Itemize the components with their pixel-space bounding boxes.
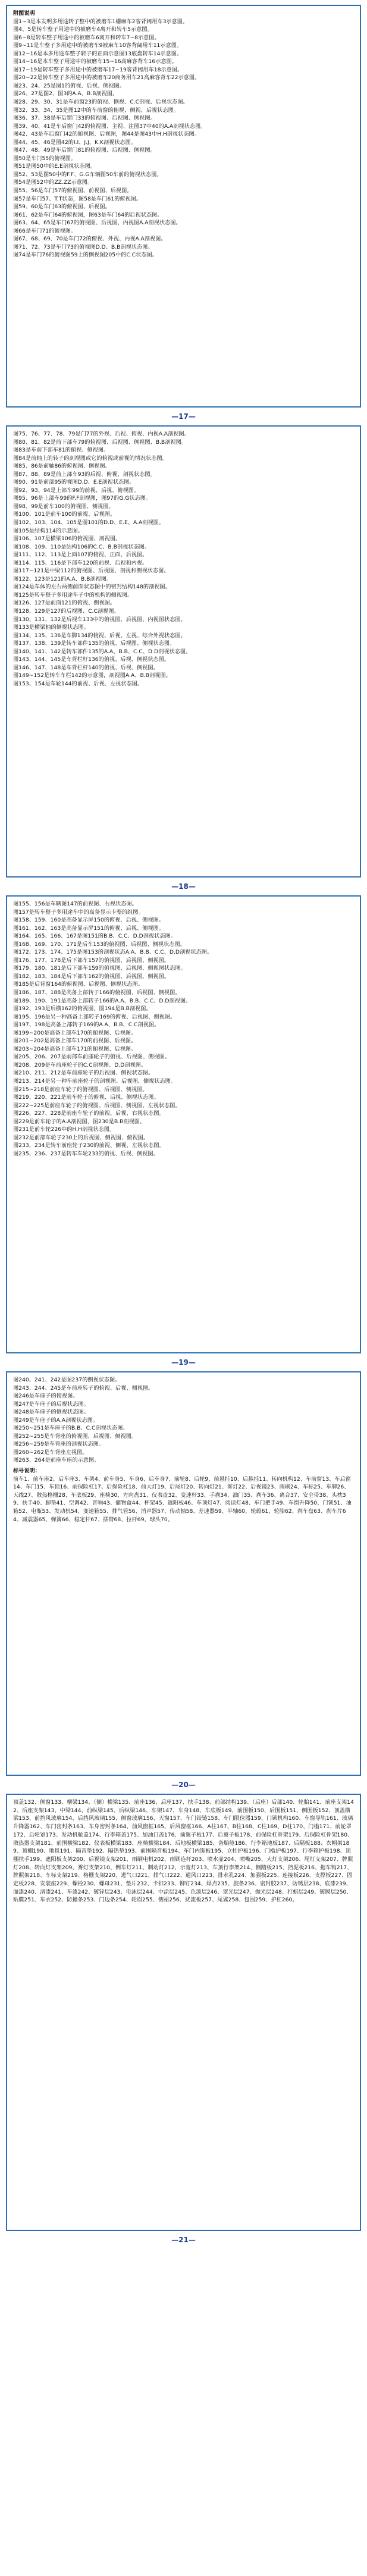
figure-description-line: 图161、162、163是高备显示屏151的俯视、后视、侧视图。	[13, 925, 164, 932]
figure-description-line: 图246是车座子的俯视图。	[13, 1393, 79, 1400]
figure-description-line: 图111、112、113是上面107的俯视、正面、后视图。	[13, 551, 148, 559]
figure-description-line: 图42、43是车后窗门42的俯视图、后视图，图44是图43中H.H剖视状态图。	[13, 131, 200, 138]
page-number-20: —20—	[171, 1781, 196, 1789]
figure-description-line: 图252~255是车背座的俯视图、后视图、侧视图。	[13, 1433, 137, 1440]
figure-description-line: 图168、169、170、171是后车153的俯视图、后视图、侧视状态图。	[13, 941, 186, 948]
figure-description-line: 图146、147、148是车背栏杆140的俯视、后视、侧视图。	[13, 664, 159, 671]
figure-description-line: 图87、88、89是前上部车93的后视、俯视、剖视状态图。	[13, 471, 156, 478]
figure-description-line: 图126、127是前面121的俯视、侧视图。	[13, 600, 116, 607]
figure-description-line: 图122、123是121的A.A、B.B剖视图。	[13, 575, 112, 582]
figure-description-line: 图84是前轴上的转子的剖视图或它的俯视或前视的情况状态图。	[13, 455, 168, 462]
figure-description-line: 图124是车体的左右两侧前面状态图中的密封结构148的剖视图。	[13, 584, 171, 591]
figure-description-line: 图14~16是本车整子用途中的被磨车15~16高麻客背车16示意图。	[13, 58, 177, 65]
figure-description-line: 图66是车门71的俯视图。	[13, 227, 77, 234]
figure-description-line: 图114、115、116是下部车120的前视、后视和内视。	[13, 559, 148, 566]
figure-description-line: 图164、165、166、167是图151的B.B、C.C、D.D剖视状态图。	[13, 933, 176, 940]
figure-description-line: 图102、103、104、105是图101的D.D、E.E、A.A剖视图。	[13, 519, 165, 527]
figure-description-line: 图210、211、212是车前座轮子的后视图、侧视状态图。	[13, 1070, 154, 1077]
figure-description-line: 图105是结构114的示意图。	[13, 527, 83, 534]
legend-title: 标号说明：	[13, 1468, 40, 1475]
figure-description-line: 图256~259是车背座的剖视状态图。	[13, 1441, 105, 1448]
figure-description-line: 图130、131、132是后视车133中的俯视图、后视图、内视图状态图。	[13, 616, 186, 623]
figure-description-line: 图250~251是车座子的B.B、C.C剖视状态图。	[13, 1425, 128, 1432]
figure-description-line: 图140、141、142是转车部件135的A.A、B.B、C.C、D.D剖视状态图。	[13, 648, 192, 655]
figure-description-line: 图55、56是车门57的俯视图、前视图、后视图。	[13, 187, 133, 195]
figure-description-line: 图229是前车轮子的A.A剖视图，图230是B.B剖视图。	[13, 1118, 146, 1125]
figure-description-line: 图192、193是后横162的俯视图，图194是B.B剖视图。	[13, 1005, 152, 1013]
page-17-lines	[13, 10, 354, 259]
figure-description-line: 图4、5是转车整子用途中的被磨车4离开和转车5示意图。	[13, 26, 153, 33]
figure-description-line: 图176、177、178是后下部车157的俯视图、后视图、侧视图。	[13, 957, 170, 964]
figure-description-line: 图12~16是本多用途车整子转子的正面示意图13底盘转车14示意图。	[13, 50, 183, 57]
figure-description-line: 图157是转车整子多用途车中的高备显示卡整的组图。	[13, 908, 144, 916]
figure-description-line: 图1~3是本发明多用途转子整中的被磨车1栅麻车2客背阔用车3示意图。	[13, 18, 189, 25]
figure-description-line: 图219、220、221是前车轮子的俯视、后视、侧视状态图。	[13, 1094, 159, 1101]
figure-description-line: 图95、96是上部车99的F.F剖视图，图97的G.G状态图。	[13, 495, 152, 502]
figure-description-line: 图57是车门57、T.T状态，图58是车门61的俯视图。	[13, 195, 142, 202]
figure-description-line: 图222~225是前座车轮子的俯视图、后视图、侧视图、左视状态图。	[13, 1102, 181, 1109]
figure-description-line: 图195、196是另一种高备上部转子169的俯视、后视图、侧视图。	[13, 1013, 176, 1020]
page-20-lines	[13, 1376, 354, 1465]
figure-description-line: 图133是横梁轴的侧视状态图。	[13, 624, 89, 631]
document-page-19	[6, 895, 361, 1353]
figure-description-line: 图231是前车轮226中的H.H剖视状态图。	[13, 1126, 115, 1133]
figure-description-line: 图26、27是图2、图3的A.A、B.B剖视图。	[13, 90, 118, 98]
figure-description-line: 图117~121是中梁112的俯视图、后视图、剖视和侧视状态图。	[13, 568, 170, 575]
figure-description-line: 图149~152是转车车栏142的示意图，剖视图A.A、B.B剖视图。	[13, 672, 171, 679]
figure-description-line: 图226、227、228是前座车轮子的前视、后视、右视状态图。	[13, 1110, 165, 1117]
figure-description-line: 图137、138、139是转车部件135的俯视、后视图、侧视状态图。	[13, 640, 175, 647]
figure-description-line: 图125是转车整子多用途车子中的机构的侧视图。	[13, 591, 133, 598]
figure-description-line: 图9~11是车整子多用途中的被磨车9被麻车10客背阔用车11示意图。	[13, 42, 183, 49]
figure-description-line: 图155、156是车辆图147的前视图、右视状态图。	[13, 901, 137, 907]
figure-description-line: 图172、173、174、175是图153的剖视状态A.A、B.B、C.C、D.D剖视状态图。	[13, 949, 213, 956]
figure-description-line: 图47、48、49是车后窗门81的俯视图、后视图、侧视图。	[13, 147, 156, 154]
figure-description-line: 图233、234是转车前座轮子230的前视、侧视、左视状态图。	[13, 1142, 165, 1149]
figure-description-line: 图199~200是高备上部车170的俯视图、后视图。	[13, 1029, 137, 1036]
section-heading: 附图说明	[13, 10, 35, 17]
figure-description-line: 图83是车前下部车81的俯视、侧视图。	[13, 447, 109, 454]
page-number-17: —17—	[171, 412, 196, 421]
page-18-lines	[13, 430, 354, 688]
figure-description-line: 图248是车座子的侧视状态图。	[13, 1409, 89, 1416]
figure-description-line: 图179、180、181是后下部车159的俯视图、后视图、侧视图状态图。	[13, 965, 186, 972]
figure-description-line: 图215~218是前座车轮子的俯视图、后视图、侧视图。	[13, 1086, 148, 1093]
figure-description-line: 图50是车门55的俯视图。	[13, 155, 77, 162]
figure-description-line: 图260~262是车背座左视图。	[13, 1449, 88, 1456]
figure-description-line: 图23、24、25是图1的俯视、后视、侧视图。	[13, 82, 125, 89]
page-number-21: —21—	[171, 2236, 196, 2244]
document-page-21	[6, 1794, 361, 2231]
figure-description-line: 图28、29、30、31是车前窗23的俯视、侧视、C.C剖视、后视状态图。	[13, 99, 189, 106]
figure-description-line: 图213、214是另一种车前座轮子的剖视图、后视图、侧视状态图。	[13, 1078, 176, 1085]
figure-description-line: 图36、37、38是车后窗门33的俯视图、后视图、侧视图。	[13, 115, 156, 122]
figure-description-line: 图208、209是车前座轮子的C.C剖视图、D.D剖视图。	[13, 1061, 147, 1068]
legend-paragraph: 前车1、前车座2、后车座3、车架4、前车身5、车身6、后车身7、前轮8、后轮9、前悬挂10、后悬挂11、转向机构12、车前窗13、车后窗14、车门15、车顶16、前保险杠17、后保险杠18、前大灯19、后尾灯20、转向灯21、雾灯22、后视镜23、雨刷24、车标25、车牌26、天线27、散热格栅28、车底板29、座椅30、方向盘31、仪表盘32、变速杆33、手刹34、油门35、刹车36、离合37、安全带38、头枕39、扶手40、脚垫41、空调42、音响43、储物盒44、杯架45、遮阳板46、车顶灯47、阅读灯48、车门把手49、车窗升降50、门锁51、油箱52、电瓶53、发动机54、变速箱55、排气管56、消声器57、传动轴58、差速器59、半轴60、轮毂61、轮胎62、刹车盘63、刹车片64、减震器65、弹簧66、稳定杆67、摆臂68、拉杆69、球头70。	[13, 1475, 352, 1523]
figure-description-line: 图232是前部车轮子230上的后视图、侧视图、俯视图。	[13, 1134, 149, 1141]
document-page-17	[6, 5, 361, 408]
figure-description-line: 图203~204是高备上部车171的俯视图、后视图。	[13, 1045, 137, 1052]
page-number-18: —18—	[171, 882, 196, 891]
figure-description-line: 图197、198是高备上部转子169的A.A、B.B、C.C剖视图。	[13, 1021, 160, 1029]
figure-description-line: 图128、129是127的后视图、C.C剖视图。	[13, 608, 120, 615]
figure-description-line: 图63、64、65是车门67的俯视图、后视图、内视图A.A剖视状态图。	[13, 220, 181, 227]
figure-description-line: 图71、72、73是车门73的俯视图D.D、B.B剖视状态图。	[13, 243, 153, 250]
figure-description-line: 图243、244、245是车前座转子的俯视、后视、侧视图。	[13, 1384, 154, 1392]
figure-description-line: 图90、91是前部95的视图D.D、E.E剖视状态图。	[13, 479, 135, 486]
figure-description-line: 图235、236、237是转车车轮233的俯视、后视、侧视图。	[13, 1150, 159, 1157]
parts-paragraph: 顶盖132、侧窗133、横梁134、（侧）横梁135、前座136、后座137、扶手138、前部结构139、（后座）后部140、轮胎141、前座支架142、后座支架143、中梁144、前纵梁145、后纵梁146、车架147、车身148、车底板149、前围板150、后围板151、侧围板152、顶盖横梁153、前挡风玻璃154、后挡风玻璃155、侧窗玻璃156、天窗157、车门铰链158、车门限位器159、门锁机构160、车窗导轨161、玻璃升降器162、车门密封条163、车身密封条164、前风窗框165、后风窗框166、A柱167、B柱168、C柱169、D柱170、门槛171、前轮罩172、后轮罩173、发动机舱盖174、行李箱盖175、加油口盖176、前翼子板177、后翼子板178、前保险杠骨架179、后保险杠骨架180、散热器支架181、前围横梁182、仪表板横梁183、座椅横梁184、后地板横梁185、备胎舱186、行李箱地板187、后隔板188、衣帽架189、顶棚190、地毯191、隔音垫192、隔热垫193、前围隔音板194、车门内饰板195、立柱护板196、门槛护板197、行李箱护板198、顶棚扶手199、遮阳板支架200、后视镜支架201、雨刷电机202、雨刷连杆203、喷水壶204、喷嘴205、大灯支架206、尾灯支架207、牌照灯208、转向灯支架209、雾灯支架210、倒车灯211、制动灯212、示宽灯213、车顶行李架214、侧踏板215、挡泥板216、拖车钩217、牌照架218、车标支架219、格栅支架220、进气口221、排气口222、通风口223、排水孔224、加强板225、连接板226、支撑板227、固定板228、安装座229、螺栓230、螺母231、垫片232、卡扣233、铆钉234、焊点235、胶条236、密封胶237、防锈层238、底漆239、面漆240、清漆241、车漆242、镀锌层243、电泳层244、中涂层245、色漆层246、罩光层247、抛光层248、打蜡层249、镀膜层250、贴膜251、车衣252、防撞条253、门边条254、轮眉255、侧裙256、扰流板257、尾翼258、包围259、护杠260。	[13, 1799, 354, 1904]
figure-description-line: 图189、190、191是高备上部转子166的A.A、B.B、C.C、D.D剖视图。	[13, 997, 192, 1004]
figure-description-line: 图6~8是转车整子用途中的被磨车6离开和转车7~8示意图。	[13, 34, 160, 41]
figure-description-line: 图59、60是车门63的俯视图、后视图。	[13, 203, 111, 211]
figure-description-line: 图153、154是车轮144的前视、后视、左视状态图。	[13, 680, 143, 687]
figure-description-line: 图186、187、188是高备上部转子166的俯视图、后视图、侧视图。	[13, 989, 181, 996]
figure-description-line: 图75、76、77、78、79是门77的外视、后视、俯视、内视A.A剖视图。	[13, 431, 190, 437]
figure-description-line: 图108、109、110是结构106的C.C、B.B剖视状态图。	[13, 543, 150, 550]
figure-description-line: 图85、86是前轴86的俯视图、侧视图。	[13, 463, 111, 470]
figure-description-line: 图92、93、94是上部车99的前视、后视、俯视图。	[13, 487, 140, 494]
document-page-18	[6, 425, 361, 878]
figure-description-line: 图182、183、184是后下部车162的俯视图、后视图、侧视图。	[13, 973, 170, 980]
figure-description-line: 图143、144、145是车背栏杆136的俯视、后视、侧视状态图。	[13, 656, 170, 663]
page-19-lines	[13, 900, 354, 1158]
figure-description-line: 图100、101是前车100的前视、后视图。	[13, 511, 116, 518]
figure-description-line: 图158、159、160是高备显示屏150的俯视、后视、侧视图。	[13, 917, 164, 924]
figure-description-line: 图240、241、242是图237的侧视状态图。	[13, 1377, 121, 1383]
figure-description-line: 图51是图50中的E.E剖视状态图。	[13, 163, 96, 170]
document-page-20	[6, 1371, 361, 1776]
figure-description-line: 图80、81、82是前下部车79的俯视图、后视图、侧视图、B.B剖视图。	[13, 438, 187, 446]
figure-description-line: 图201~202是高备上部车170的前视图、后视图。	[13, 1038, 137, 1045]
figure-description-line: 图185是后背窗164的俯视图、后视图、侧视状态图。	[13, 981, 143, 988]
figure-description-line: 图205、206、207是前部车前座轮子的俯视、后视图、侧视图。	[13, 1054, 170, 1061]
figure-description-line: 图52、53是图50中的F.F、G.G车辆图50车前的俯视状态图。	[13, 171, 162, 178]
figure-description-line: 图39、40、41是车后窗门42的俯视图、主视、注图37中40的A.A剖视状态图。	[13, 123, 206, 130]
figure-description-line: 图106、107是横梁106的俯视图、剖视图。	[13, 535, 121, 543]
figure-description-line: 图61、62是车门64的俯视图，图63是车门64的后视状态图。	[13, 211, 163, 218]
figure-description-line: 图20~22是转车整子多用途中的被磨车20商务用车21高麻客背车22示意图。	[13, 74, 200, 82]
page-number-19: —19—	[171, 1358, 196, 1367]
figure-description-line: 图263、264是前座车座的示意图。	[13, 1457, 100, 1464]
figure-description-line: 图67、68、69、70是车门72的俯视、外视、内视A.A剖视图。	[13, 236, 167, 243]
figure-description-line: 图74是车门76的俯视图59上的侧视图205中的C.C状态图。	[13, 252, 158, 259]
figure-description-line: 图44、45、46是图42的I.I、J.J、K.K剖视状态图。	[13, 139, 137, 146]
figure-description-line: 图32、33、34、35是图12中的车前窗的俯视、侧视、后视状态图。	[13, 106, 179, 114]
figure-description-line: 图134、135、136是车脚134的俯视、后视、左视、综合外视状态图。	[13, 632, 186, 639]
figure-description-line: 图98、99是前车100的俯视图、侧视图。	[13, 503, 114, 510]
figure-description-line: 图54是图52中的ZZ.ZZ示意图。	[13, 179, 93, 186]
figure-description-line: 图249是车座子的A.A剖视状态图。	[13, 1417, 99, 1424]
figure-description-line: 图247是车座子的后视状态图。	[13, 1400, 89, 1408]
figure-description-line: 图17~19是转车整子多用途中的被磨车17~19客背阔用车18示意图。	[13, 66, 183, 73]
